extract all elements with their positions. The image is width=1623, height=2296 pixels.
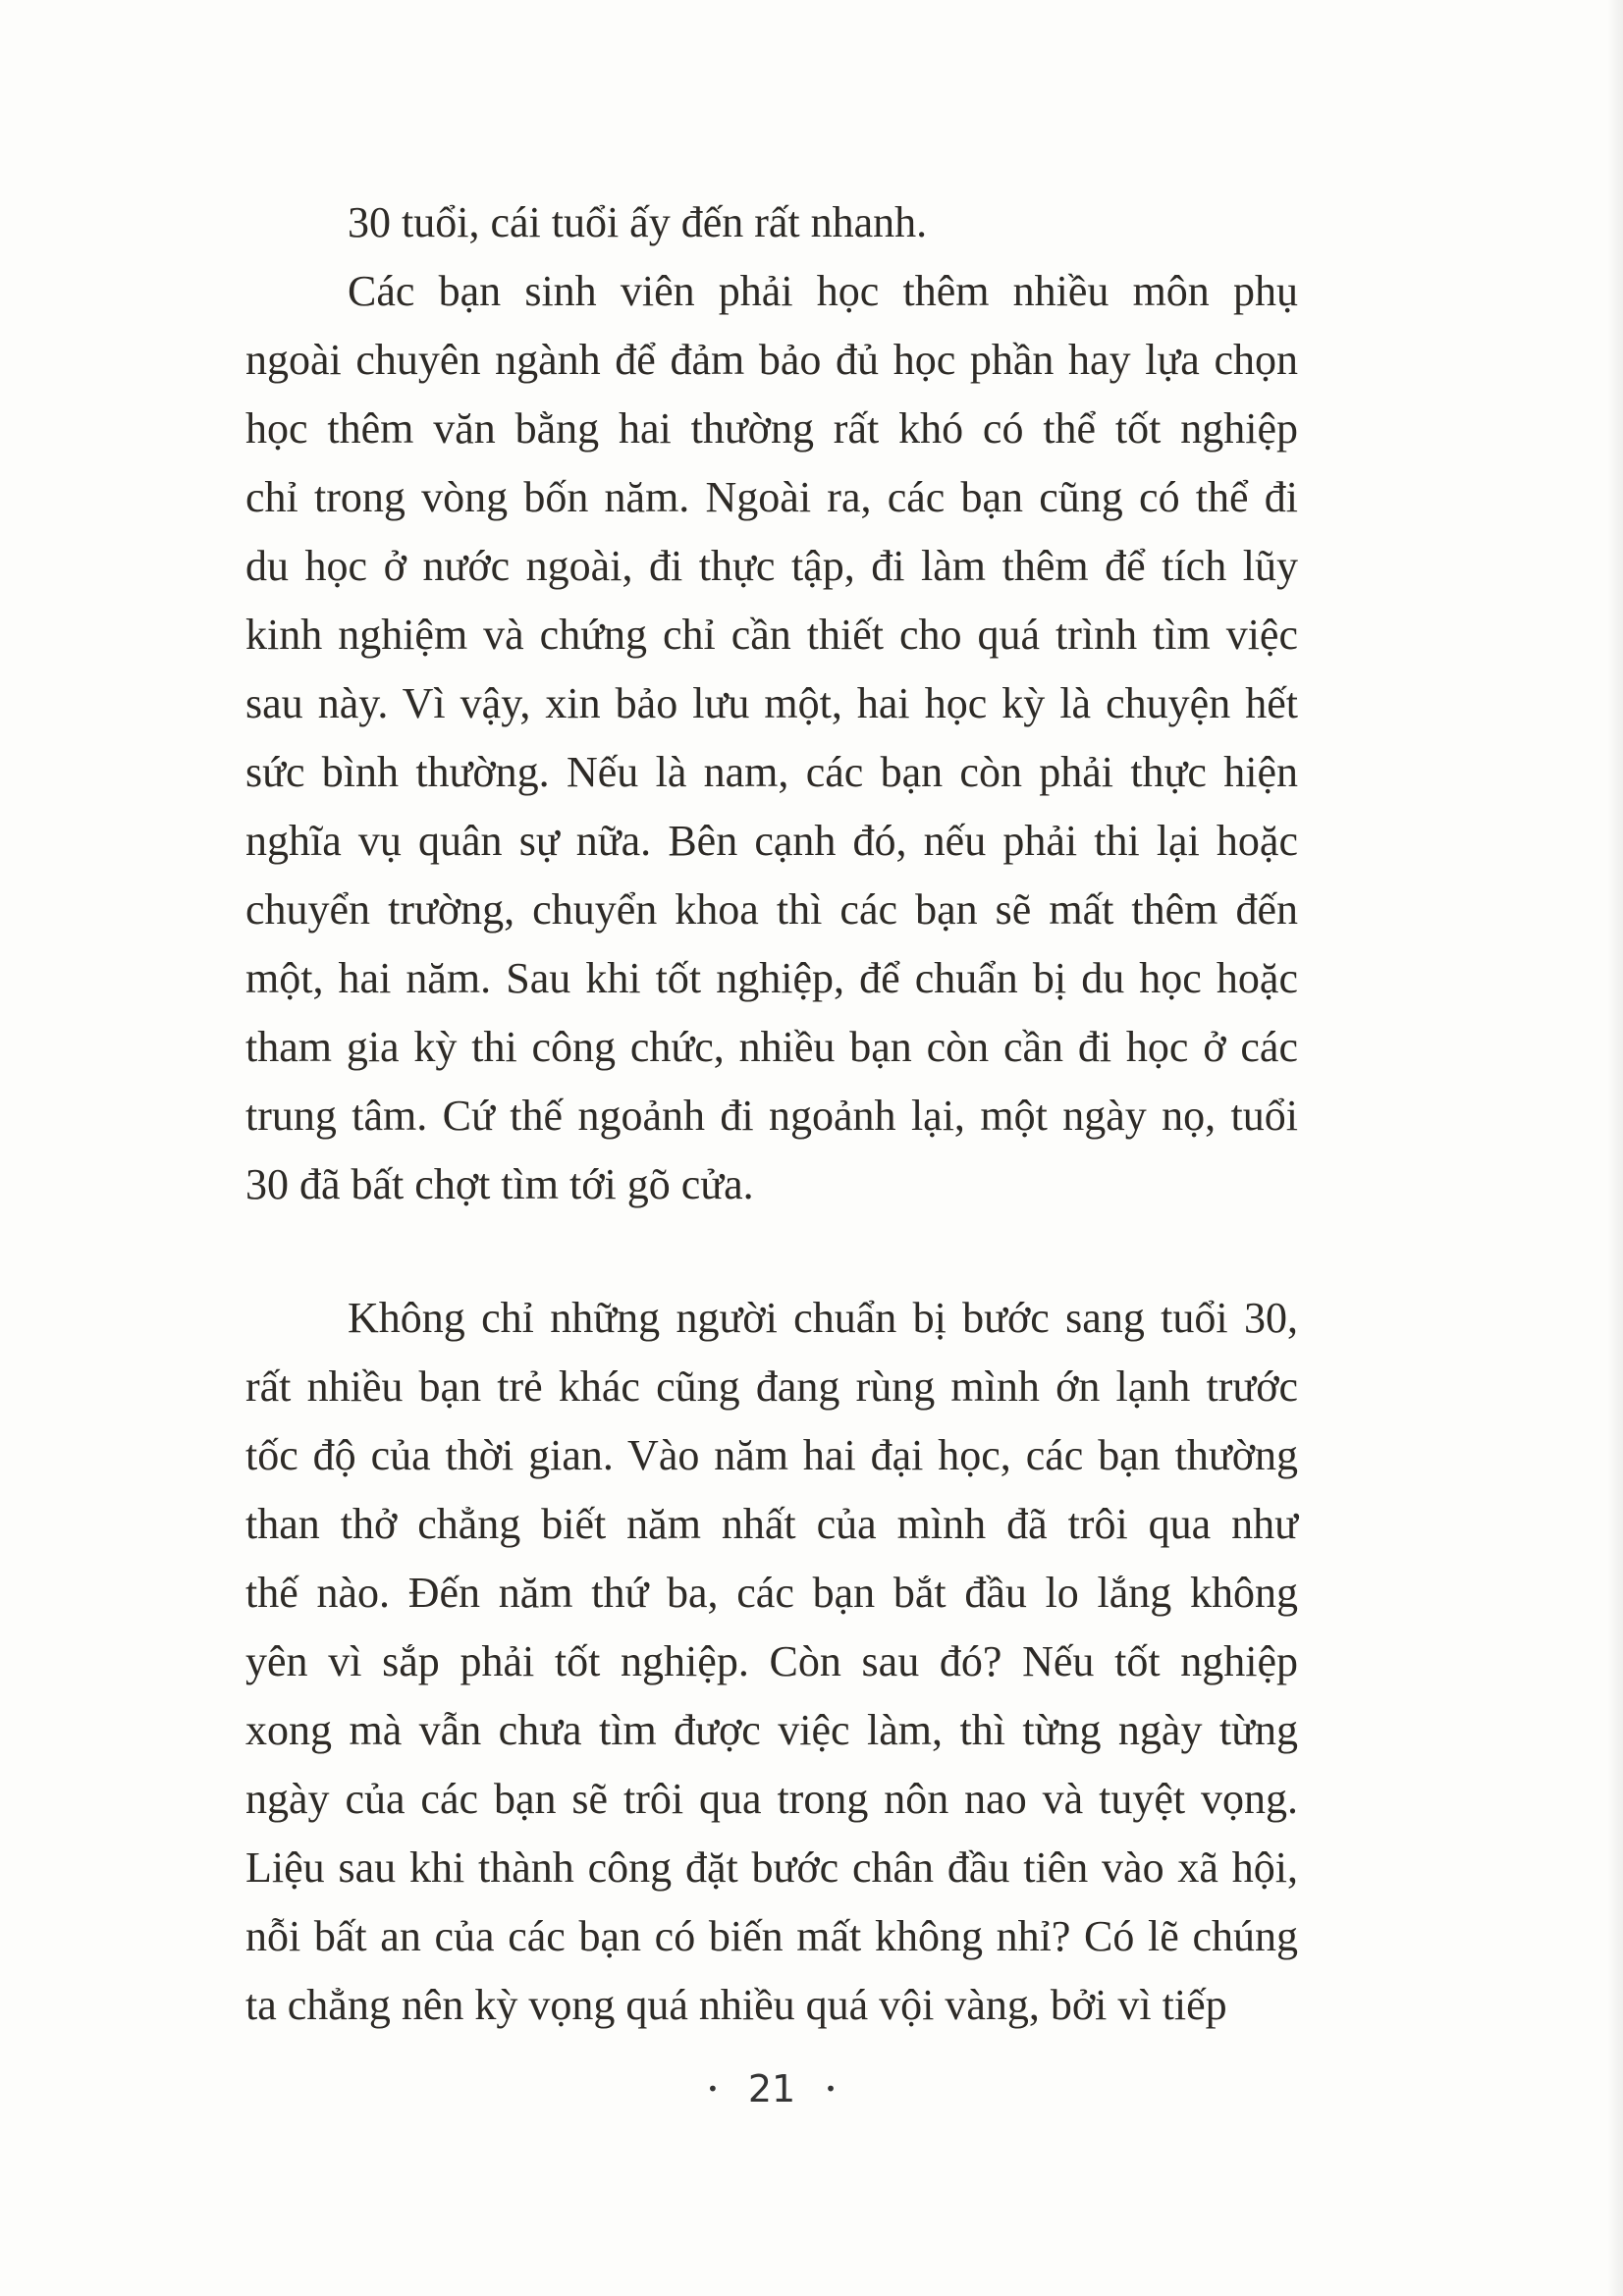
page-footer xyxy=(245,2069,1298,2109)
scan-edge-shadow xyxy=(1607,0,1623,2296)
text-line: yên vì sắp phải tốt nghiệp. Còn sau đó? Nếu tốt nghiệp xyxy=(245,1637,1298,1685)
text-line: ta chẳng nên kỳ vọng quá nhiều quá vội vàng, bởi vì tiếp xyxy=(245,1981,1227,2029)
text-line: sức bình thường. Nếu là nam, các bạn còn phải thực hiện xyxy=(245,748,1298,796)
text-line: du học ở nước ngoài, đi thực tập, đi làm thêm để tích lũy xyxy=(245,542,1298,590)
text-line: trung tâm. Cứ thế ngoảnh đi ngoảnh lại, một ngày nọ, tuổi xyxy=(245,1092,1298,1140)
text-line: học thêm văn bằng hai thường rất khó có thể tốt nghiệp xyxy=(245,404,1298,453)
page-number: 21 xyxy=(747,2067,796,2110)
text-line: một, hai năm. Sau khi tốt nghiệp, để chuẩn bị du học hoặc xyxy=(245,954,1298,1002)
text-line: 30 đã bất chợt tìm tới gõ cửa. xyxy=(245,1160,754,1208)
text-line: tốc độ của thời gian. Vào năm hai đại học, các bạn thường xyxy=(245,1431,1298,1479)
text-line: Không chỉ những người chuẩn bị bước sang tuổi 30, xyxy=(348,1294,1298,1342)
text-line: ngoài chuyên ngành để đảm bảo đủ học phần hay lựa chọn xyxy=(245,336,1298,384)
text-line: xong mà vẫn chưa tìm được việc làm, thì từng ngày từng xyxy=(245,1706,1298,1754)
text-line: Các bạn sinh viên phải học thêm nhiều môn phụ xyxy=(348,267,1298,315)
footer-bullet-right-icon: • xyxy=(825,2077,837,2101)
text-line: sau này. Vì vậy, xin bảo lưu một, hai học kỳ là chuyện hết xyxy=(245,679,1298,727)
text-line: ngày của các bạn sẽ trôi qua trong nôn nao và tuyệt vọng. xyxy=(245,1775,1298,1823)
text-line: Liệu sau khi thành công đặt bước chân đầu tiên vào xã hội, xyxy=(245,1843,1298,1892)
text-line: chuyển trường, chuyển khoa thì các bạn sẽ mất thêm đến xyxy=(245,885,1298,934)
text-line: 30 tuổi, cái tuổi ấy đến rất nhanh. xyxy=(348,198,928,246)
paragraph-3 xyxy=(245,1284,1298,2040)
text-line: tham gia kỳ thi công chức, nhiều bạn còn cần đi học ở các xyxy=(245,1023,1298,1071)
text-line: nghĩa vụ quân sự nữa. Bên cạnh đó, nếu phải thi lại hoặc xyxy=(245,817,1298,865)
footer-bullet-left-icon: • xyxy=(707,2077,719,2101)
text-line: rất nhiều bạn trẻ khác cũng đang rùng mình ớn lạnh trước xyxy=(245,1362,1298,1411)
body-text xyxy=(245,188,1298,2040)
text-line: kinh nghiệm và chứng chỉ cần thiết cho quá trình tìm việc xyxy=(245,611,1298,659)
paragraph-1 xyxy=(245,188,1298,257)
text-line: than thở chẳng biết năm nhất của mình đã trôi qua như xyxy=(245,1500,1298,1548)
text-line: thế nào. Đến năm thứ ba, các bạn bắt đầu lo lắng không xyxy=(245,1569,1298,1617)
text-line: chỉ trong vòng bốn năm. Ngoài ra, các bạn cũng có thể đi xyxy=(245,473,1298,521)
paragraph-2 xyxy=(245,257,1298,1219)
text-line: nỗi bất an của các bạn có biến mất không nhỉ? Có lẽ chúng xyxy=(245,1912,1298,1960)
